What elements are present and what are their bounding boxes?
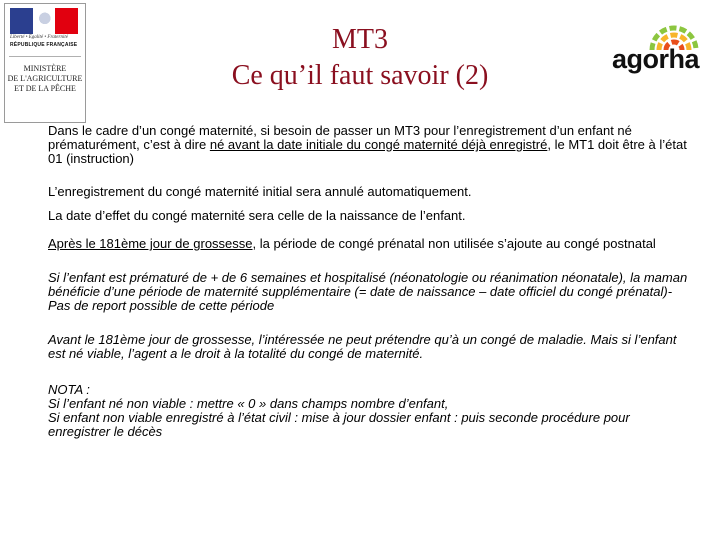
marianne-icon: [36, 11, 52, 32]
slide-body: [48, 124, 688, 439]
ministry-motto: Liberté • Égalité • Fraternité: [10, 35, 68, 40]
paragraph-premature-hospitalised: Si l’enfant est prématuré de + de 6 semaines et hospitalisé (néonatologie ou réanimation néonatale), la maman bénéficie d’une période de maternité supplémentaire (= date de naissance – date officiel du congé prénatal)- Pas de report possible de cette période: [48, 270, 688, 313]
paragraph-effective-date: La date d’effet du congé maternité sera celle de la naissance de l’enfant.: [48, 208, 466, 223]
republique-francaise-label: RÉPUBLIQUE FRANÇAISE: [10, 42, 78, 48]
logo-divider: [9, 56, 81, 57]
french-flag-icon: [10, 8, 78, 34]
paragraph-nota: NOTA : Si l’enfant né non viable : mettre « 0 » dans champs nombre d’enfant, Si enfant non viable enregistré à l’état civil : mise à jour dossier enfant : puis seconde procédure pour enregistrer le décès: [48, 382, 630, 439]
paragraph-mt3-context: Dans le cadre d’un congé maternité, si besoin de passer un MT3 pour l’enregistrement d’un enfant né prématurément, c’est à dire né avant la date initiale du congé maternité déjà enregistré, le MT1 doit être à l’état 01 (instruction): [48, 123, 687, 166]
title-line-1: MT3: [332, 24, 388, 55]
agorha-wordmark: agorha: [612, 44, 700, 74]
ministry-logo: [4, 3, 86, 123]
ministry-name: MINISTÈRE DE L'AGRICULTURE ET DE LA PÊCHE: [7, 64, 83, 93]
underlined-condition: né avant la date initiale du congé maternité déjà enregistré: [209, 137, 548, 152]
underlined-after-181: Après le 181ème jour de grossesse: [48, 236, 253, 251]
title-line-2: Ce qu’il faut savoir (2): [231, 60, 489, 91]
paragraph-cancellation: L’enregistrement du congé maternité initial sera annulé automatiquement.: [48, 184, 472, 199]
agorha-logo: [608, 14, 712, 74]
slide-title: [150, 22, 570, 94]
paragraph-after-181-days: Après le 181ème jour de grossesse, la période de congé prénatal non utilisée s’ajoute au congé postnatal: [48, 236, 656, 251]
paragraph-before-181-days: Avant le 181ème jour de grossesse, l’intéressée ne peut prétendre qu’à un congé de maladie. Mais si l’enfant est né viable, l’agent a le droit à la totalité du congé de maternité.: [48, 332, 677, 361]
